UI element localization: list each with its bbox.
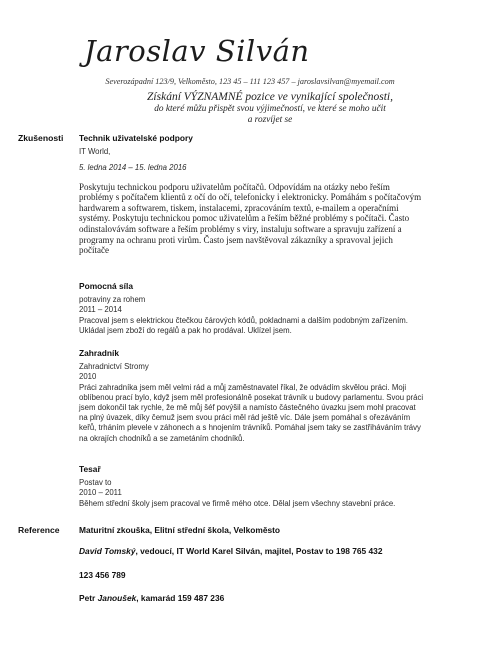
reference-details: , kamarád 159 487 236 [136,593,225,603]
job-entry [79,281,424,336]
reference-line-1: Maturitní zkouška, Elitní střední škola, Velkoměsto [79,525,281,535]
section-label-reference: Reference [18,525,60,535]
job-dates: 2010 [79,372,97,382]
job-dates: 2010 – 2011 [79,488,122,498]
job-description: Pracoval jsem s elektrickou čtečkou čárových kódů, pokladnami a dalším podobným zařízením. Ukládal jsem zboží do regálů a pak ho prodával. Uklízel jsem. [79,315,408,335]
reference-details: , vedoucí, IT World Karel Silván, majitel, Postav to 198 765 432 [135,546,383,556]
applicant-name: Jaroslav Silván [84,34,310,68]
job-title: Zahradník [79,348,120,358]
job-company: Zahradnictví Stromy [79,362,149,372]
job-title: Tesař [79,464,101,474]
reference-line-4 [79,593,224,603]
job-entry [79,348,424,444]
contact-line: Severozápadní 123/9, Velkoměsto, 123 45 – 111 123 457 – jaroslavsilvan@myemail.com [105,77,395,86]
reference-first-name: Petr [79,593,98,603]
reference-last-name: Janoušek [97,593,137,603]
job-description: Poskytuju technickou podporu uživatelům počítačů. Odpovídám na otázky nebo řeším problémy s počítačem klientů z očí do očí, telefonicky i elektronicky. Pomáhám s počítačovým hardwarem a softwarem, tiskem, instalacemi, zpracováním textů, e-mailem a operačními systémy. Poskytuju technickou pomoc uživatelům a řeším běžné problémy s počítači. Často odinstalovávám software a řeším problémy s viry, instaluju software a spravuju zařízení a programy na ochranu proti virům. Často jsem navštěvoval zákazníky a spravoval jejich počítače [79,181,422,256]
objective-main: Získání VÝZNAMNÉ pozice ve vynikající společnosti, [147,91,393,103]
job-title: Technik uživatelské podpory [79,133,193,143]
section-label-experience: Zkušenosti [18,133,64,143]
job-title: Pomocná síla [79,281,133,291]
objective-sub-1: do které můžu přispět svou výjimečností, ve které se moho učit [154,103,386,114]
reference-line-2 [79,546,383,556]
job-description: Během střední školy jsem pracoval ve firmě mého otce. Dělal jsem všechny stavební práce. [79,498,396,508]
job-entry [79,464,424,509]
job-company: IT World, [79,147,111,157]
job-dates: 5. ledna 2014 – 15. ledna 2016 [79,163,187,173]
objective [100,92,440,127]
job-dates: 2011 – 2014 [79,305,122,315]
job-description: Práci zahradníka jsem měl velmi rád a můj zaměstnavatel říkal, že odvádím skvělou práci. Moji oblíbenou prací bylo, když jsem měl profesionálně posekat trávník u budovy parlamentu. Svou práci jsem dokončil tak rychle, že mě můj šéf povýšil a namísto částečného úvazku jsem mohl pracovat na plný úvazek, díky čemuž jsem svou práci měl rád ještě víc. Dále jsem pomáhal s ořezáváním keřů, trháním plevele v záhonech a s hnojením trávníků. Pomáhal jsem taky se zastřiháváním trávy na okrajích chodníků a se zametáním chodníků. [79,382,424,443]
job-entry [79,133,424,256]
job-company: Postav to [79,478,112,488]
objective-sub-2: a rozvíjet se [247,115,293,125]
reference-name: David Tomský [79,546,136,556]
reference-line-3: 123 456 789 [79,570,126,580]
job-company: potraviny za rohem [79,295,146,305]
